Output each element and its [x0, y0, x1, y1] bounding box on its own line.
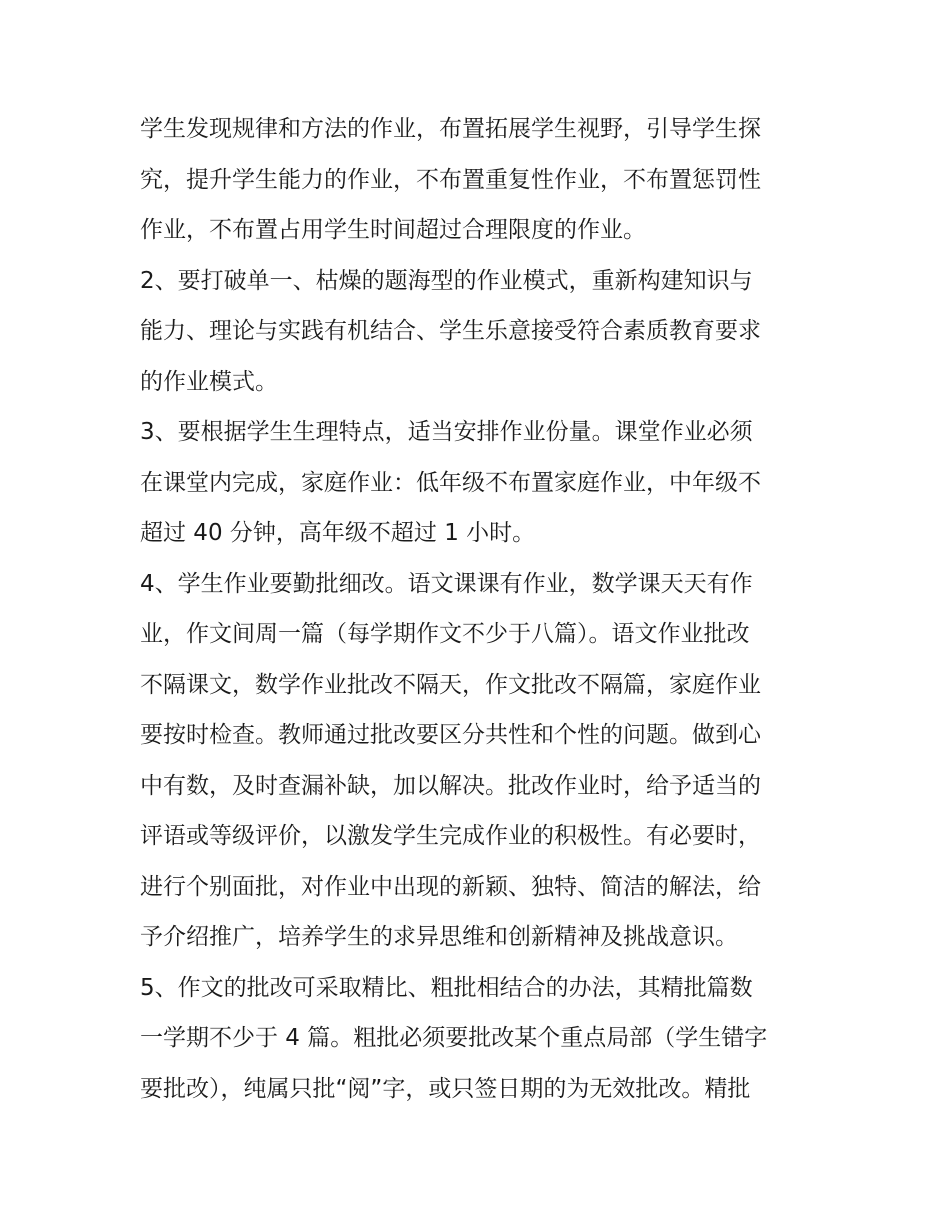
- text-line: 不隔课文，数学作业批改不隔天，作文批改不隔篇，家庭作业: [140, 671, 761, 698]
- text-line: 作业，不布置占用学生时间超过合理限度的作业。: [140, 217, 646, 243]
- text-line: 要按时检查。教师通过批改要区分共性和个性的问题。做到心: [140, 722, 761, 748]
- text-line: 进行个别面批，对作业中出现的新颖、独特、简洁的解法，给: [140, 873, 761, 900]
- text-line: 一学期不少于 4 篇。粗批必须要批改某个重点局部（学生错字: [140, 1025, 768, 1051]
- text-line: 超过 40 分钟，高年级不超过 1 小时。: [140, 520, 536, 546]
- text-line: 究，提升学生能力的作业，不布置重复性作业，不布置惩罚性: [140, 166, 761, 193]
- text-line: 2、要打破单一、枯燥的题海型的作业模式，重新构建知识与: [140, 267, 753, 294]
- document-body: [140, 104, 812, 1114]
- paragraph-item-3: [140, 407, 812, 559]
- text-line: 评语或等级评价，以激发学生完成作业的积极性。有必要时，: [140, 823, 761, 849]
- text-line: 学生发现规律和方法的作业，布置拓展学生视野，引导学生探: [140, 116, 761, 142]
- paragraph-item-5: [140, 963, 812, 1115]
- text-line: 能力、理论与实践有机结合、学生乐意接受符合素质教育要求: [140, 318, 761, 344]
- text-line: 5、作文的批改可采取精比、粗批相结合的办法，其精批篇数: [140, 974, 753, 1001]
- text-line: 4、学生作业要勤批细改。语文课课有作业，数学课天天有作: [140, 570, 753, 597]
- paragraph-item-2: [140, 256, 812, 408]
- text-line: 在课堂内完成，家庭作业：低年级不布置家庭作业，中年级不: [140, 469, 761, 496]
- text-line: 要批改），纯属只批“阅”字，或只签日期的为无效批改。精批: [140, 1075, 751, 1102]
- paragraph-item-4: [140, 559, 812, 963]
- text-line: 3、要根据学生生理特点，适当安排作业份量。课堂作业必须: [140, 419, 753, 445]
- text-line: 的作业模式。: [140, 368, 278, 395]
- text-line: 业，作文间周一篇（每学期作文不少于八篇）。语文作业批改: [140, 621, 750, 647]
- text-line: 中有数，及时查漏补缺，加以解决。批改作业时，给予适当的: [140, 772, 761, 799]
- paragraph-homework-types: [140, 104, 812, 256]
- text-line: 予介绍推广，培养学生的求异思维和创新精神及挑战意识。: [140, 924, 738, 950]
